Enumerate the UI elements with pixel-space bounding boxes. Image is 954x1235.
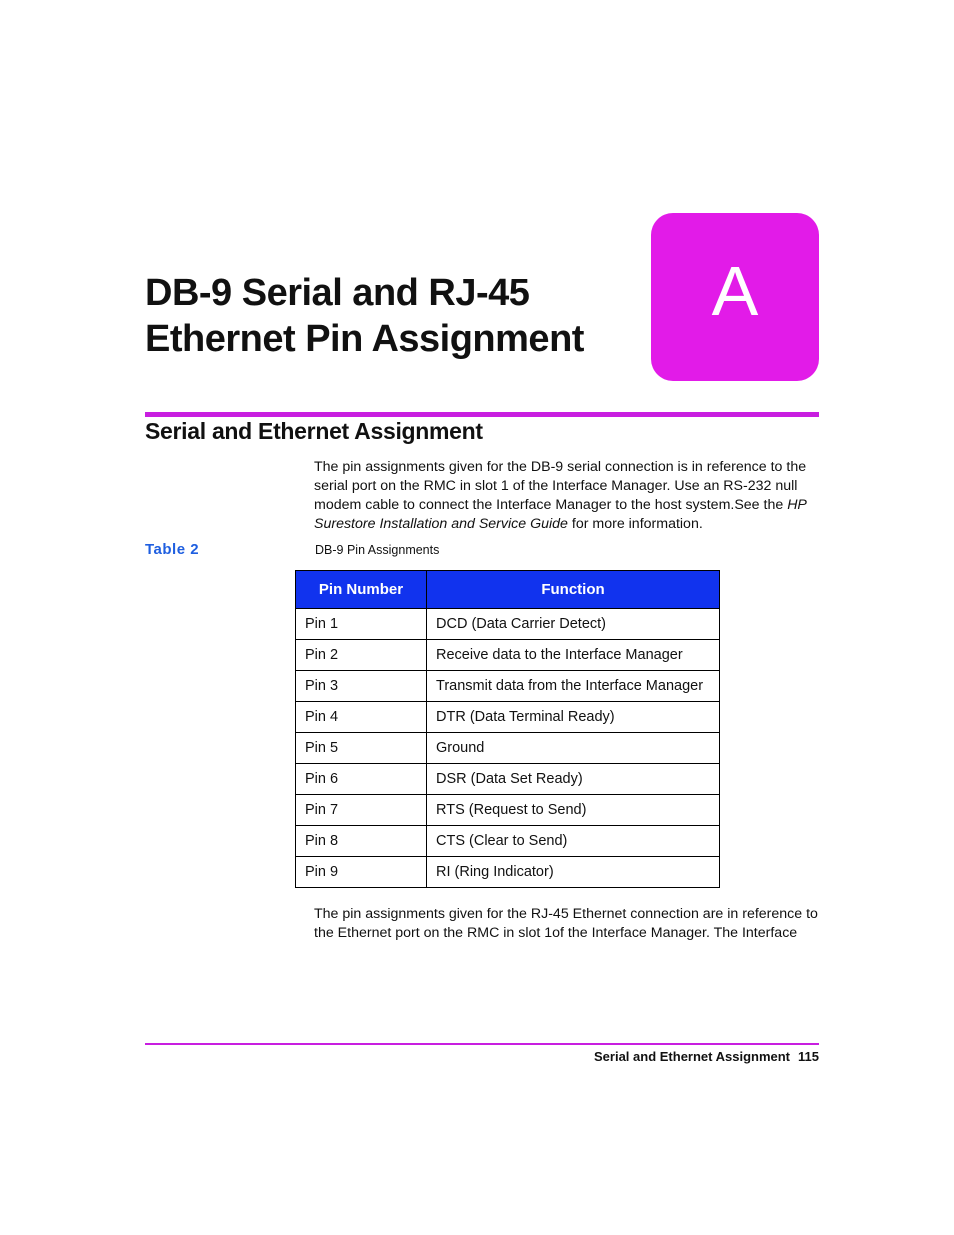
- intro-text-start: The pin assignments given for the DB-9 serial connection is in reference to the serial port on the RMC in slot 1 of the Interface Manager. Use an RS-232 null modem cable to connect the Interface Manager to the host system.See the: [314, 459, 807, 513]
- pin-cell: Pin 9: [296, 857, 427, 888]
- pin-cell: Pin 3: [296, 671, 427, 702]
- pin-cell: Pin 5: [296, 733, 427, 764]
- pin-cell: Pin 6: [296, 764, 427, 795]
- function-cell: DTR (Data Terminal Ready): [427, 702, 720, 733]
- function-cell: CTS (Clear to Send): [427, 826, 720, 857]
- chapter-title-line-2: Ethernet Pin Assignment: [145, 318, 584, 360]
- table-header-row: [296, 571, 720, 609]
- table-row: [296, 795, 720, 826]
- section-heading: Serial and Ethernet Assignment: [145, 418, 483, 444]
- function-cell: RTS (Request to Send): [427, 795, 720, 826]
- footer-rule: [145, 1043, 819, 1045]
- table-caption: DB-9 Pin Assignments: [315, 543, 440, 557]
- pin-cell: Pin 1: [296, 609, 427, 640]
- function-cell: Receive data to the Interface Manager: [427, 640, 720, 671]
- table-row: [296, 733, 720, 764]
- function-cell: Ground: [427, 733, 720, 764]
- chapter-tab: [651, 213, 819, 381]
- guide-title: HP Surestore Installation and Service Guide: [314, 497, 807, 532]
- chapter-title-line-1: DB-9 Serial and RJ-45: [145, 272, 530, 314]
- pin-cell: Pin 7: [296, 795, 427, 826]
- pin-cell: Pin 4: [296, 702, 427, 733]
- footer-section-name: Serial and Ethernet Assignment: [594, 1049, 791, 1064]
- table-row: [296, 609, 720, 640]
- chapter-title: [145, 270, 625, 362]
- table-row: [296, 764, 720, 795]
- table-row: [296, 640, 720, 671]
- function-cell: RI (Ring Indicator): [427, 857, 720, 888]
- column-header-pin-number: Pin Number: [296, 571, 427, 609]
- function-cell: DCD (Data Carrier Detect): [427, 609, 720, 640]
- pin-cell: Pin 8: [296, 826, 427, 857]
- chapter-letter: A: [711, 252, 759, 330]
- pin-assignment-table: [295, 570, 720, 888]
- function-cell: Transmit data from the Interface Manager: [427, 671, 720, 702]
- pin-cell: Pin 2: [296, 640, 427, 671]
- ethernet-paragraph: The pin assignments given for the RJ-45 Ethernet connection are in reference to the Ethernet port on the RMC in slot 1of the Interface Manager. The Interface: [314, 906, 818, 941]
- table-row: [296, 826, 720, 857]
- page-number: 115: [798, 1049, 819, 1064]
- intro-text-end: for more information.: [567, 516, 703, 532]
- table-row: [296, 702, 720, 733]
- table-label: Table 2: [145, 541, 200, 558]
- column-header-function: Function: [427, 571, 720, 609]
- function-cell: DSR (Data Set Ready): [427, 764, 720, 795]
- table-row: [296, 857, 720, 888]
- page-footer: [594, 1049, 819, 1064]
- intro-paragraph: [314, 458, 819, 534]
- table-row: [296, 671, 720, 702]
